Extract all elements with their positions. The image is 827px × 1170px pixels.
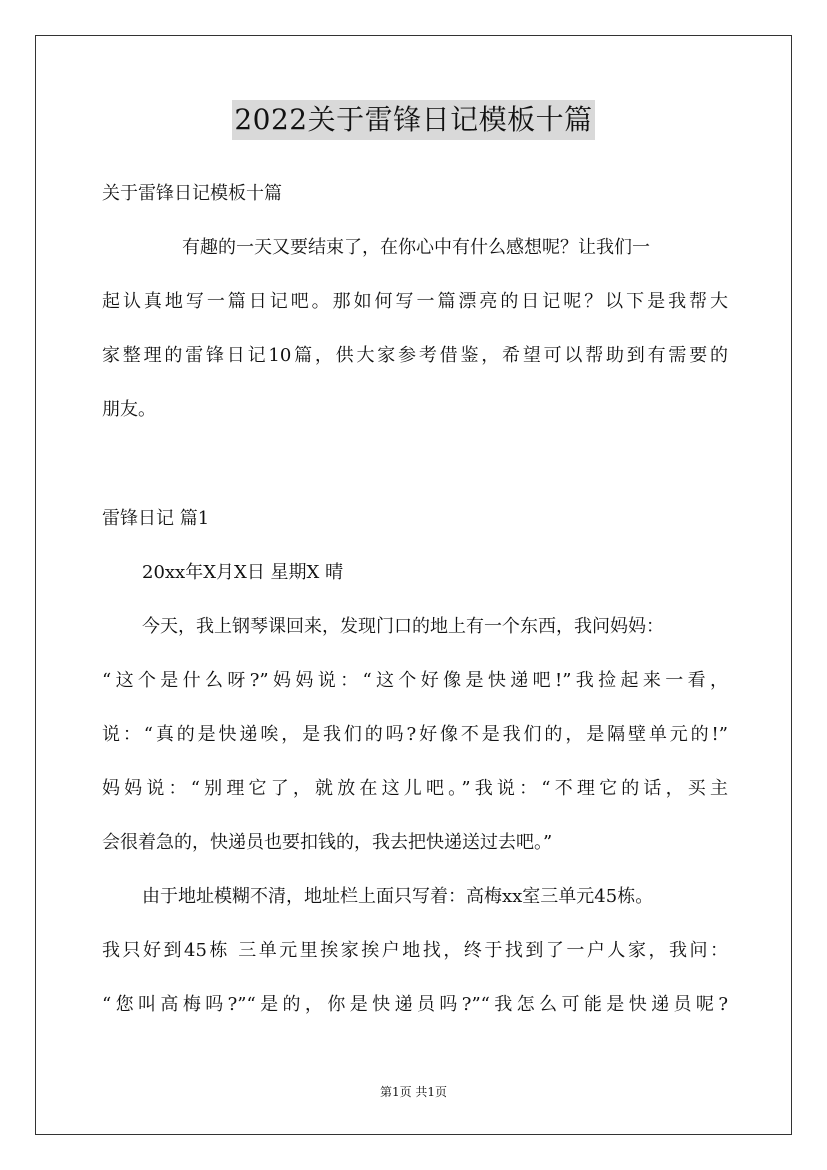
section-heading: 雷锋日记 篇1 [102, 508, 210, 529]
intro-line-1: 有趣的一天又要结束了，在你心中有什么感想呢？让我们一 [182, 237, 650, 258]
para1-line-3: 说：“真的是快递唉，是我们的吗?好像不是我们的，是隔壁单元的!” [102, 724, 728, 745]
page-footer [0, 1084, 827, 1100]
para2-line-1: 由于地址模糊不清，地址栏上面只写着：高梅xx室三单元45栋。 [142, 886, 654, 907]
date-line: 20xx年X月X日 星期X 晴 [142, 562, 344, 583]
intro-line-4: 朋友。 [102, 399, 156, 420]
para1-line-5: 会很着急的，快递员也要扣钱的，我去把快递送过去吧。” [102, 832, 553, 853]
page-number: 第1页 共1页 [379, 1085, 448, 1099]
para2-line-3: “您叫高梅吗?”“是的，你是快递员吗?”“我怎么可能是快递员呢? [102, 994, 728, 1015]
intro-line-3: 家整理的雷锋日记10篇，供大家参考借鉴，希望可以帮助到有需要的 [102, 345, 728, 366]
subtitle: 关于雷锋日记模板十篇 [102, 183, 282, 204]
para1-line-4: 妈妈说：“别理它了，就放在这儿吧。”我说：“不理它的话，买主 [102, 778, 728, 799]
para2-line-2: 我只好到45栋 三单元里挨家挨户地找，终于找到了一户人家，我问： [102, 940, 728, 961]
title-wrap [0, 100, 827, 140]
para1-line-2: “这个是什么呀?”妈妈说：“这个好像是快递吧!”我捡起来一看， [102, 670, 728, 691]
document-title: 2022关于雷锋日记模板十篇 [232, 100, 594, 140]
intro-line-2: 起认真地写一篇日记吧。那如何写一篇漂亮的日记呢？以下是我帮大 [102, 291, 728, 312]
para1-line-1: 今天，我上钢琴课回来，发现门口的地上有一个东西，我问妈妈： [142, 616, 664, 637]
